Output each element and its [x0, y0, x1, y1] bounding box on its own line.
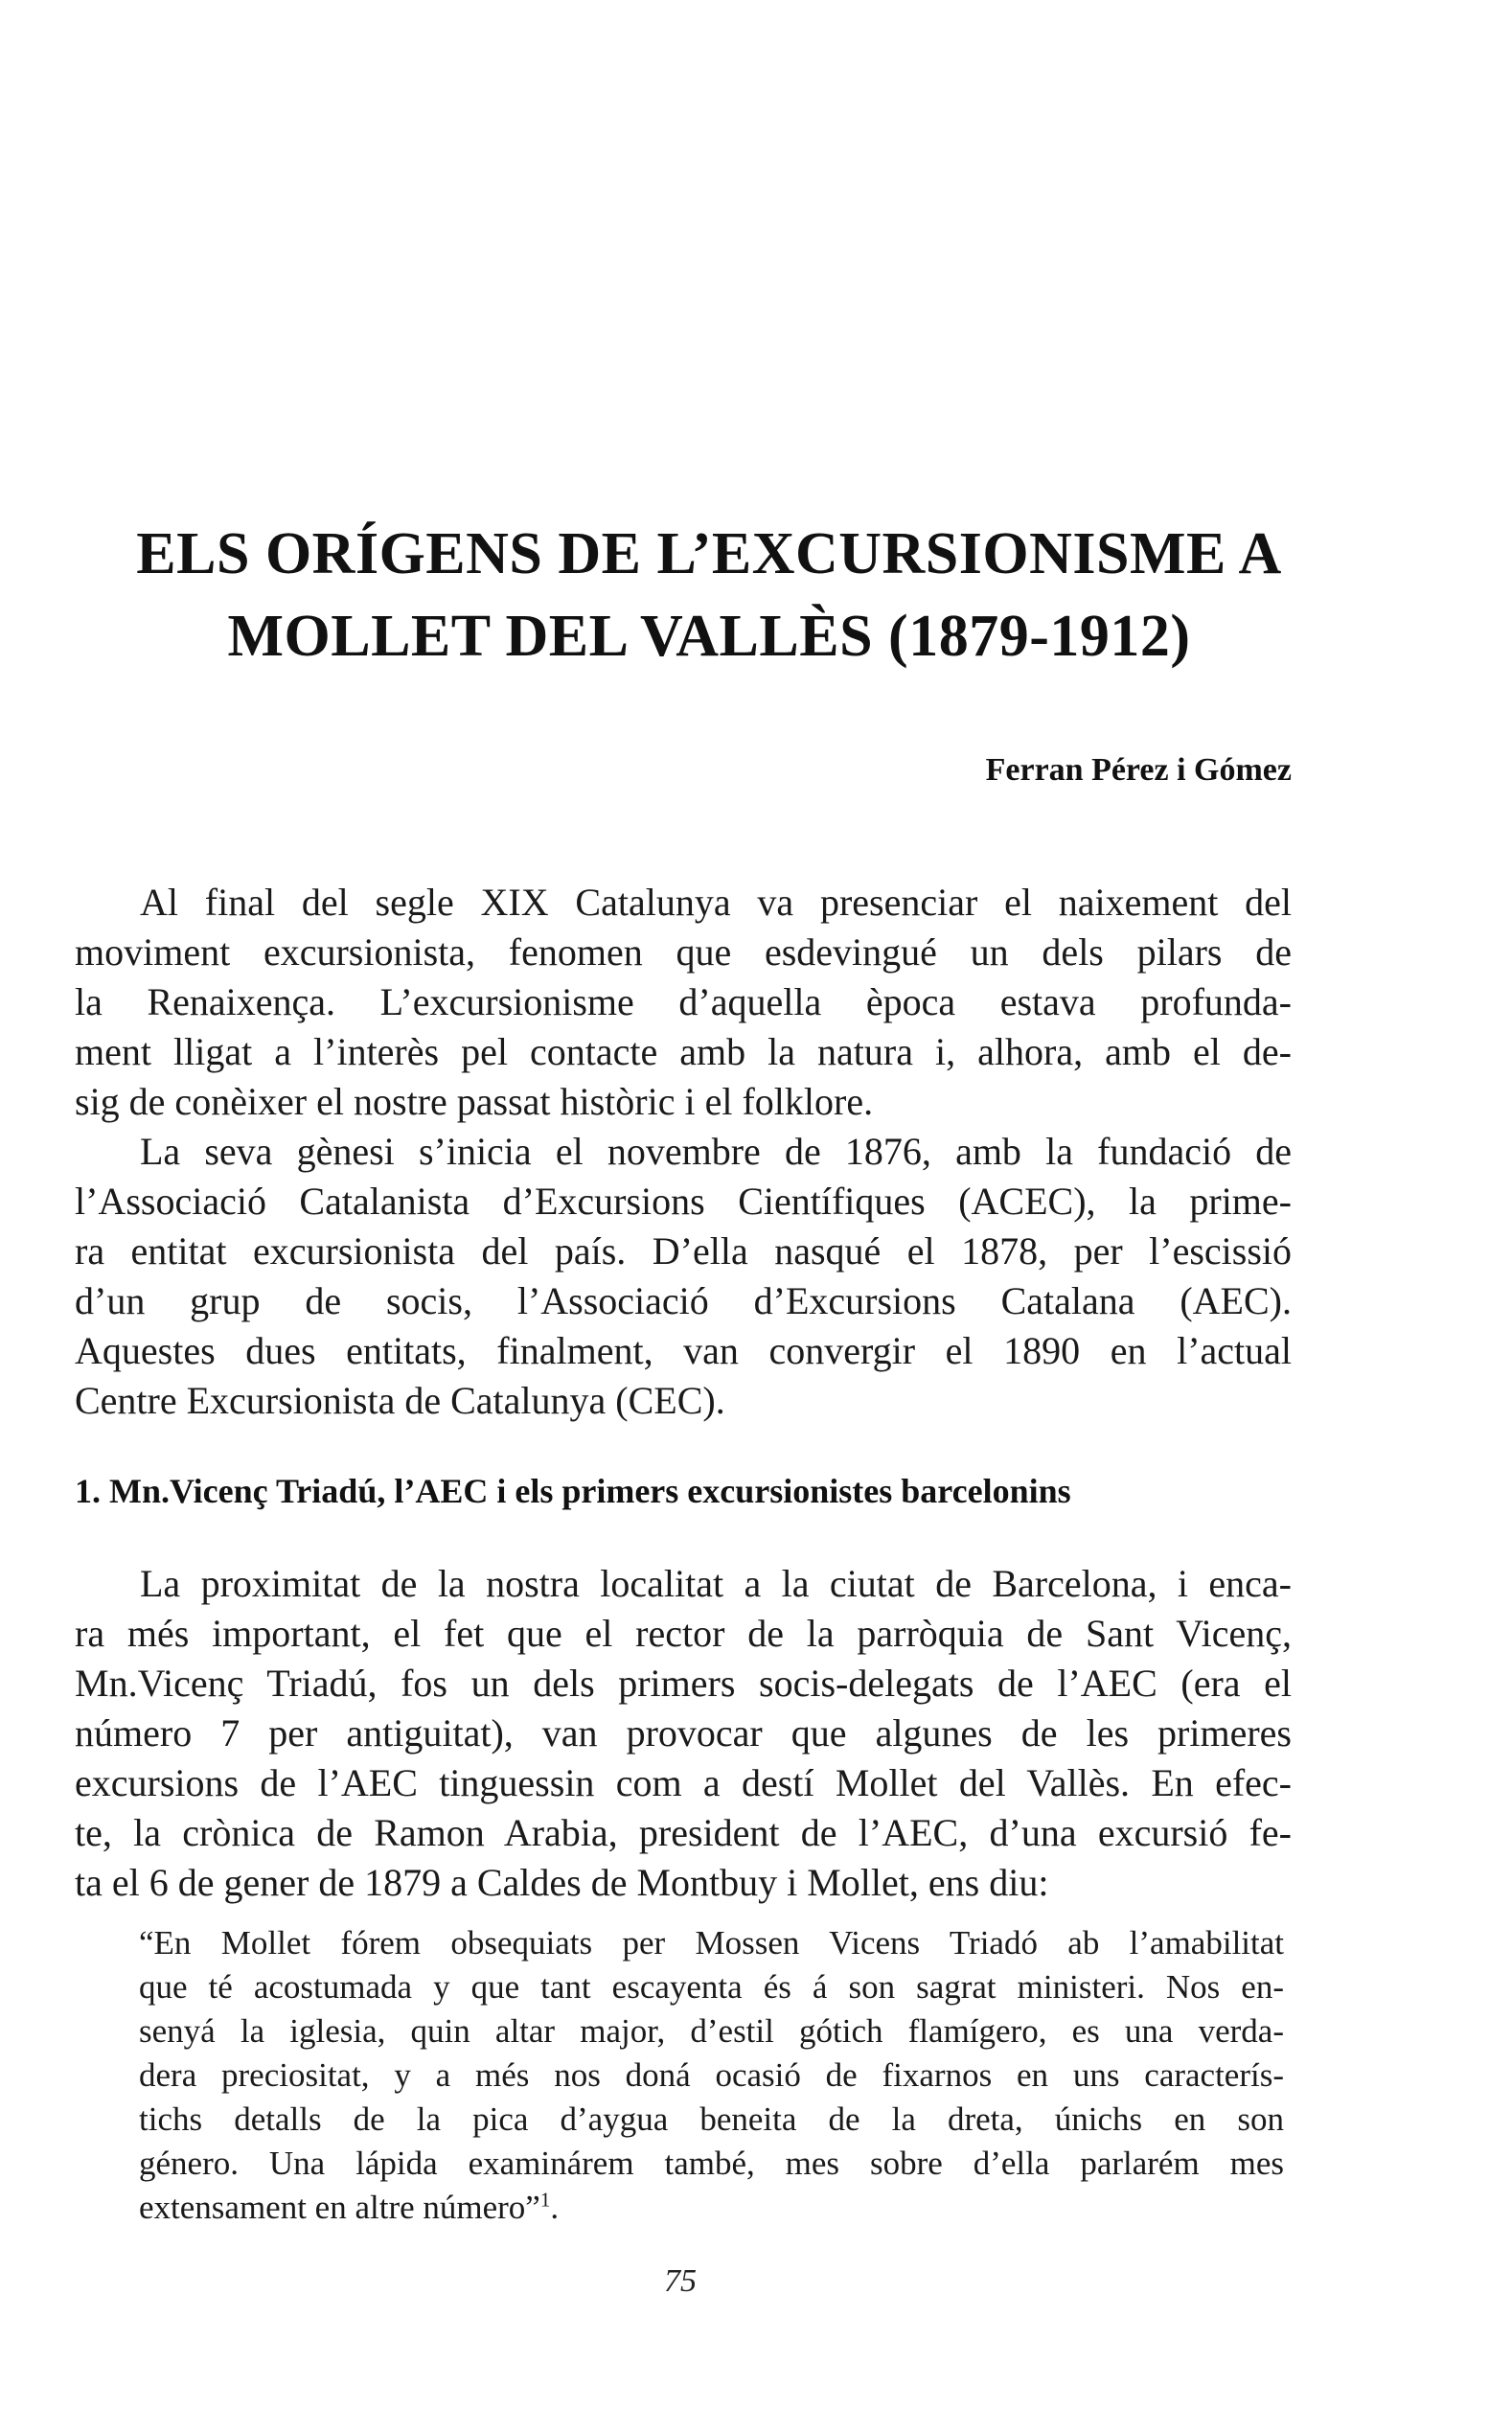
quote-line: dera preciositat, y a més nos doná ocasió de fixarnos en uns caracterís- — [139, 2056, 1284, 2094]
text-line: l’Associació Catalanista d’Excursions Científiques (ACEC), la prime- — [75, 1180, 1292, 1223]
text-line: excursions de l’AEC tinguessin com a destí Mollet del Vallès. En efec- — [75, 1761, 1292, 1804]
text-line: te, la crònica de Ramon Arabia, president de l’AEC, d’una excursió fe- — [75, 1811, 1292, 1854]
quote-line: “En Mollet fórem obsequiats per Mossen Vicens Triadó ab l’amabilitat — [139, 1924, 1284, 1962]
text-line: d’un grup de socis, l’Associació d’Excursions Catalana (AEC). — [75, 1279, 1292, 1322]
quote-line: tichs detalls de la pica d’aygua beneita de la dreta, únichs en son — [139, 2100, 1284, 2138]
text-line: la Renaixença. L’excursionisme d’aquella època estava profunda- — [75, 980, 1292, 1023]
text-line: Al final del segle XIX Catalunya va presenciar el naixement del — [140, 881, 1292, 924]
text-line: sig de conèixer el nostre passat històric i el folklore. — [75, 1080, 874, 1123]
text-line: La seva gènesi s’inicia el novembre de 1876, amb la fundació de — [140, 1130, 1292, 1173]
footnote-marker[interactable]: 1 — [539, 2188, 551, 2212]
text-line: La proximitat de la nostra localitat a la ciutat de Barcelona, i enca- — [140, 1562, 1292, 1605]
quote-line: senyá la iglesia, quin altar major, d’estil gótich flamígero, es una verda- — [139, 2012, 1284, 2050]
text-line: ra entitat excursionista del país. D’ella nasqué el 1878, per l’escissió — [75, 1229, 1292, 1273]
text-line: número 7 per antiguitat), van provocar que algunes de les primeres — [75, 1711, 1292, 1755]
intro-paragraph-2 — [75, 1127, 1292, 1426]
text-line: ment lligat a l’interès pel contacte amb la natura i, alhora, amb el de- — [75, 1030, 1292, 1073]
intro-text — [75, 878, 1292, 1426]
text-line: ra més important, el fet que el rector de la parròquia de Sant Vicenç, — [75, 1612, 1292, 1655]
section-paragraph — [75, 1559, 1292, 1908]
text-line: Aquestes dues entitats, finalment, van convergir el 1890 en l’actual — [75, 1329, 1292, 1372]
text-line: Centre Excursionista de Catalunya (CEC). — [75, 1379, 725, 1422]
title-line-2: MOLLET DEL VALLÈS (1879-1912) — [227, 604, 1191, 669]
block-quote — [139, 1921, 1284, 2230]
quote-line: que té acostumada y que tant escayenta és á son sagrat ministeri. Nos en- — [139, 1968, 1284, 2006]
section-heading: 1. Mn.Vicenç Triadú, l’AEC i els primers excursionistes barcelonins — [75, 1472, 1071, 1510]
author-name: Ferran Pérez i Gómez — [985, 752, 1292, 788]
text-line: ta el 6 de gener de 1879 a Caldes de Montbuy i Mollet, ens diu: — [75, 1861, 1049, 1904]
title-line-1: ELS ORÍGENS DE L’EXCURSIONISME A — [136, 521, 1282, 586]
intro-paragraph-1 — [75, 878, 1292, 1127]
quote-line: extensament en altre número” — [139, 2189, 540, 2226]
text-line: moviment excursionista, fenomen que esdevingué un dels pilars de — [75, 930, 1292, 974]
article-title — [115, 513, 1303, 677]
page-number: 75 — [664, 2263, 697, 2299]
text-line: Mn.Vicenç Triadú, fos un dels primers socis-delegats de l’AEC (era el — [75, 1662, 1292, 1705]
quote-end-punctuation: . — [550, 2189, 560, 2226]
quote-last-line — [139, 2186, 1284, 2230]
quote-line: género. Una lápida examinárem també, mes sobre d’ella parlarém mes — [139, 2145, 1284, 2182]
